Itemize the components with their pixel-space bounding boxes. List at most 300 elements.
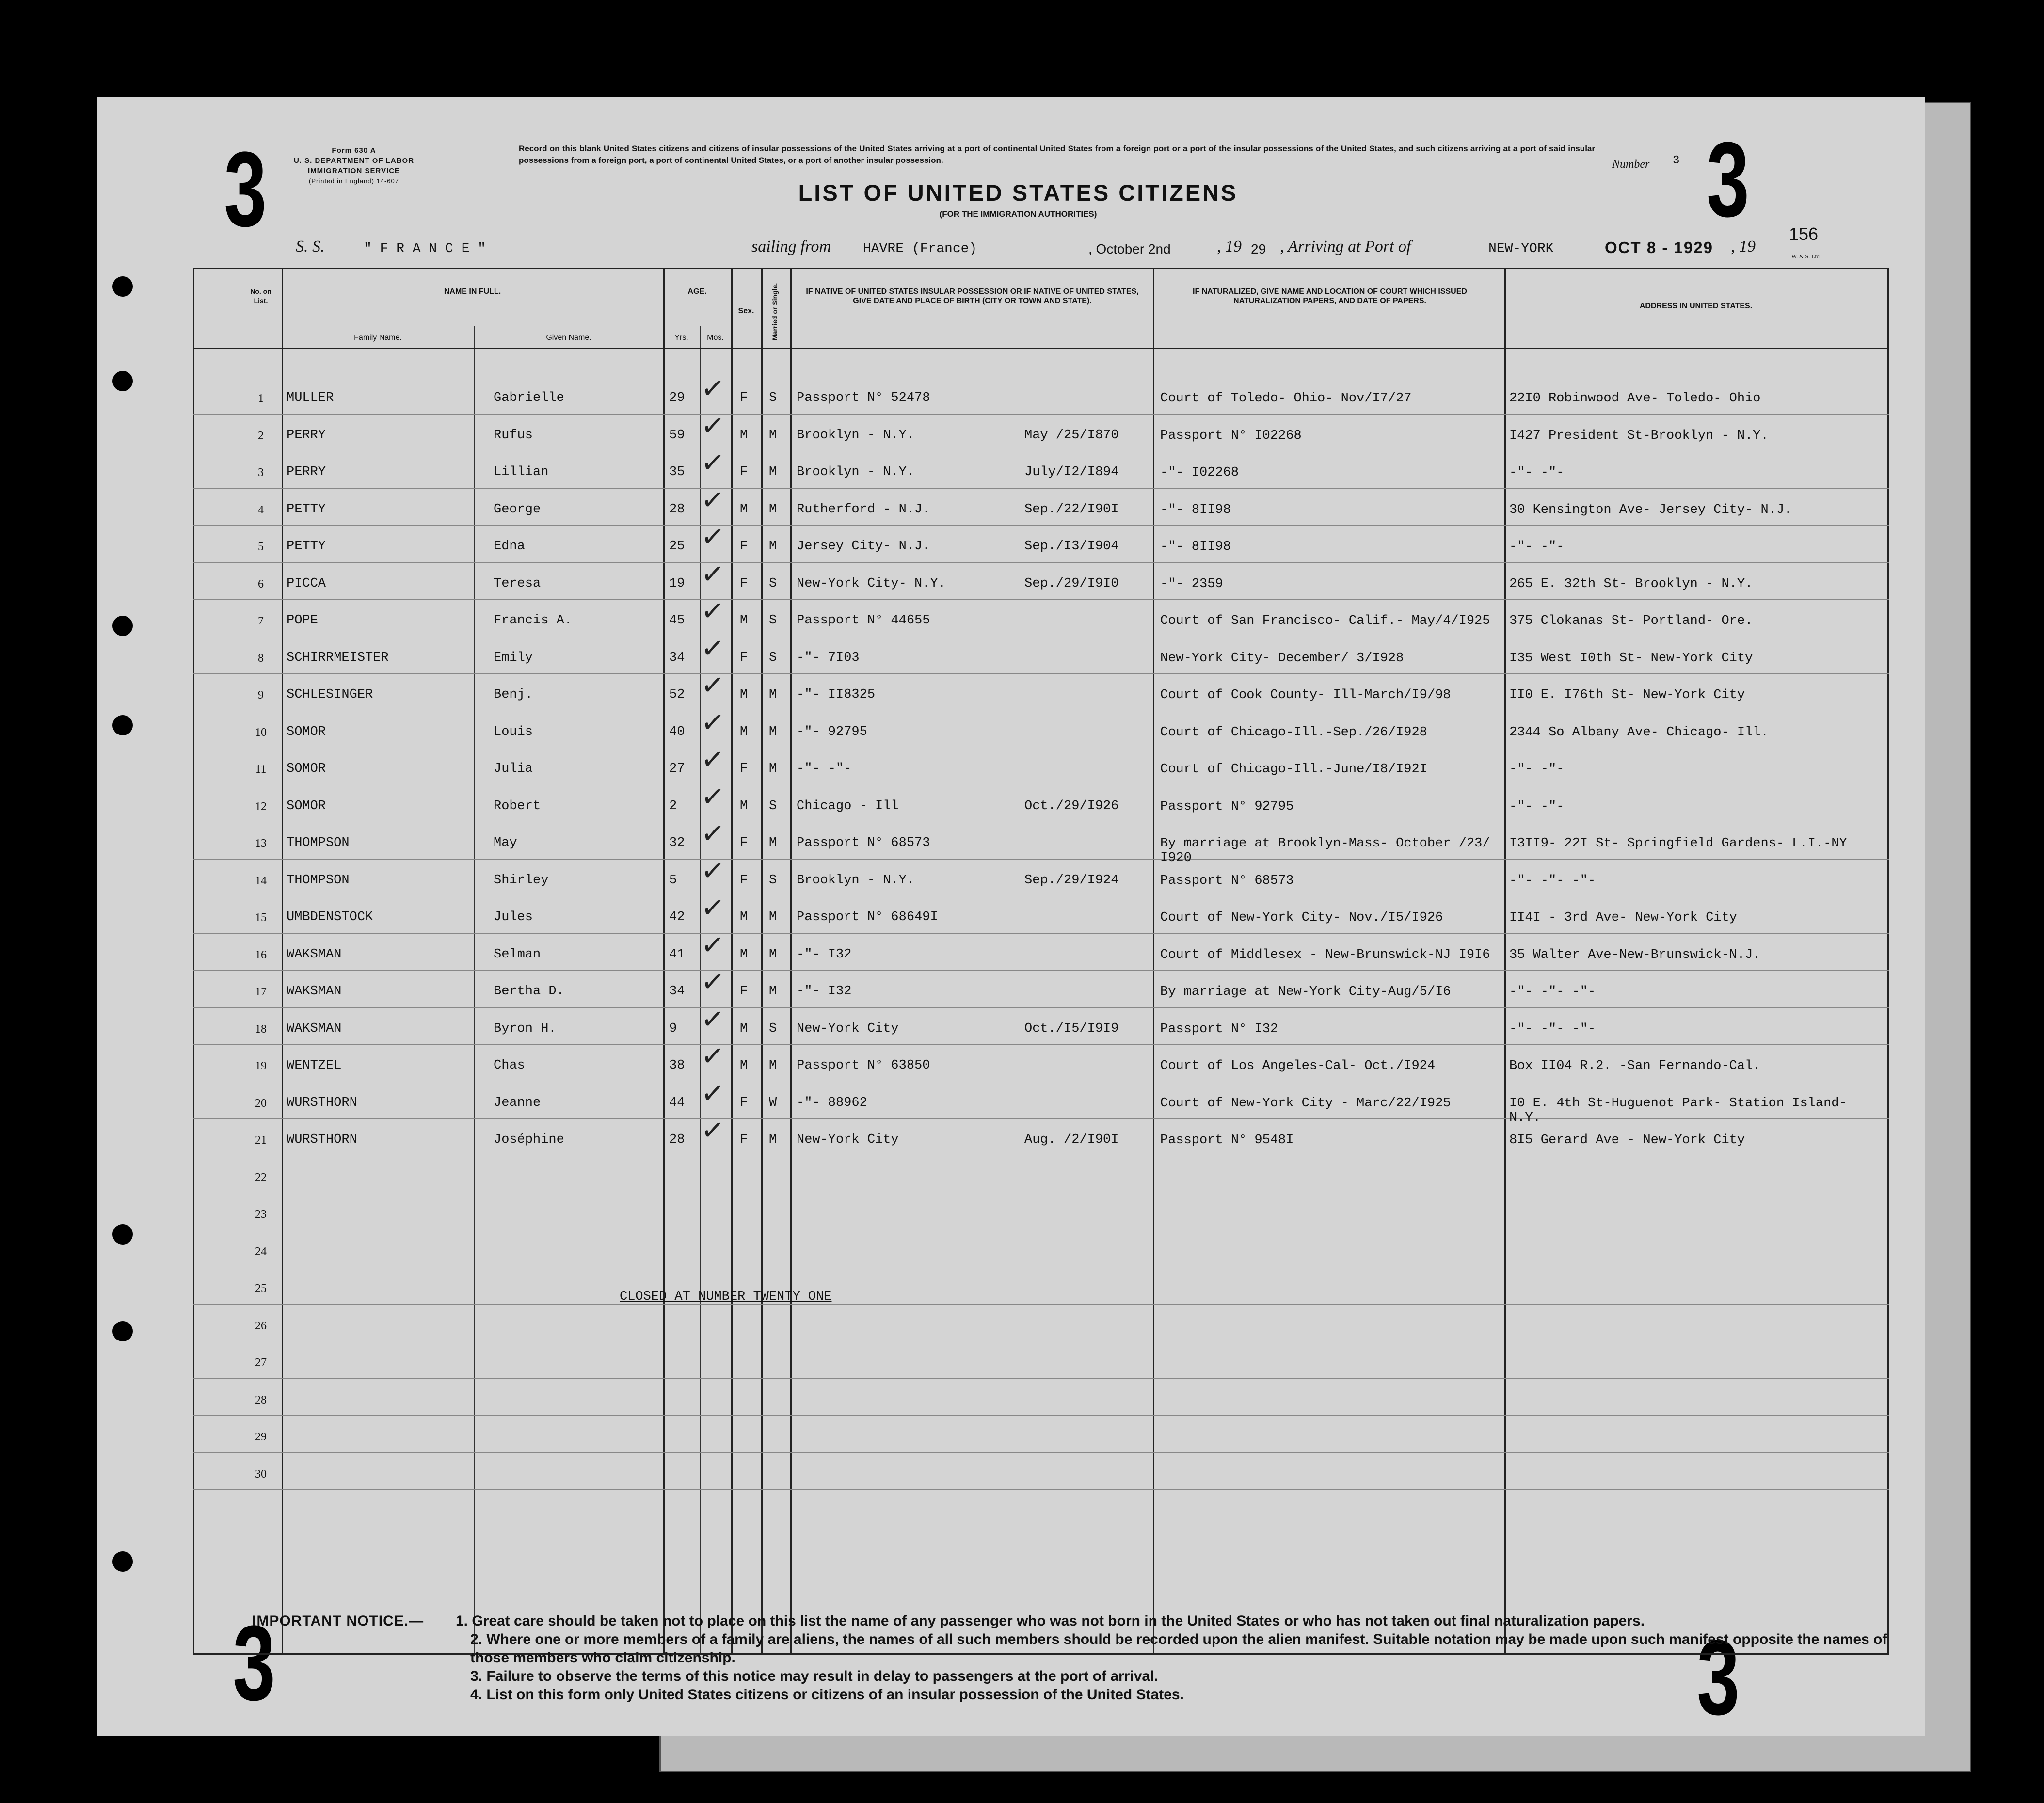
row-number: 5 — [258, 541, 264, 553]
sex: M — [740, 1058, 748, 1073]
arrival-date-stamp: OCT 8 - 1929 — [1605, 239, 1713, 256]
birth-place: Brooklyn - N.Y. — [797, 873, 915, 888]
birth-place: Passport N° 52478 — [797, 391, 930, 405]
marital-status: M — [769, 465, 777, 479]
marital-status: M — [769, 1058, 777, 1073]
marital-status: S — [769, 613, 777, 628]
row-number: 28 — [255, 1393, 267, 1406]
naturalization: Passport N° 92795 — [1160, 799, 1294, 814]
row-rule — [193, 1415, 1889, 1416]
row-rule — [193, 525, 1889, 526]
header-months: Mos. — [707, 334, 724, 342]
address: -"- -"- — [1509, 799, 1565, 814]
row-number: 3 — [258, 466, 264, 479]
table-top-rule — [193, 268, 1889, 269]
given-name: Francis A. — [494, 613, 573, 628]
marital-status: S — [769, 650, 777, 665]
sex: F — [740, 650, 748, 665]
naturalization: By marriage at New-York City-Aug/5/I6 — [1160, 985, 1451, 999]
family-name: PETTY — [287, 502, 326, 517]
row-number: 19 — [255, 1060, 267, 1072]
sex: F — [740, 539, 748, 554]
row-number: 29 — [255, 1431, 267, 1443]
address: 375 Clokanas St- Portland- Ore. — [1509, 614, 1753, 628]
family-name: PETTY — [287, 539, 326, 554]
row-number: 22 — [255, 1171, 267, 1184]
punch-hole — [112, 715, 133, 735]
marital-status: S — [769, 798, 777, 814]
birth-place: Jersey City- N.J. — [797, 539, 930, 554]
row-number: 25 — [255, 1282, 267, 1295]
row-number: 23 — [255, 1208, 267, 1221]
row-rule — [193, 1304, 1889, 1305]
given-name: Byron H. — [494, 1021, 557, 1036]
family-name: PICCA — [287, 576, 326, 591]
birth-place: New-York City- N.Y. — [797, 576, 946, 591]
given-name: Jules — [494, 910, 533, 925]
table-border — [193, 268, 194, 1654]
check-mark: ✓ — [699, 704, 727, 740]
sheet-mark-top-left: 3 — [224, 129, 267, 249]
notice-item-4: 4. List on this form only United States citizens or citizens of an insular possession of the United States. — [470, 1687, 1184, 1703]
given-name: Gabrielle — [494, 391, 564, 405]
row-number: 11 — [255, 763, 267, 776]
address: II4I - 3rd Ave- New-York City — [1509, 910, 1737, 925]
manifest-page — [97, 97, 1925, 1736]
age-years: 25 — [669, 539, 685, 554]
ss-label: S. S. — [296, 238, 325, 255]
birth-date: Sep./29/I9I0 — [1024, 576, 1119, 591]
check-mark: ✓ — [699, 630, 727, 666]
marital-status: M — [769, 910, 777, 925]
row-number: 9 — [258, 689, 264, 702]
sex: M — [740, 724, 748, 739]
service-name: IMMIGRATION SERVICE — [307, 167, 400, 175]
age-years: 29 — [669, 391, 685, 405]
departure-date: , October 2nd — [1088, 241, 1171, 256]
given-name: Bertha D. — [494, 984, 564, 999]
marital-status: M — [769, 502, 777, 517]
sex: M — [740, 687, 748, 702]
birth-date: Oct./29/I926 — [1024, 798, 1119, 814]
family-name: PERRY — [287, 465, 326, 479]
punch-hole — [112, 1551, 133, 1572]
row-number: 6 — [258, 577, 264, 590]
row-number: 21 — [255, 1134, 267, 1147]
row-number: 2 — [258, 429, 264, 442]
birth-date: Sep./I3/I904 — [1024, 539, 1119, 554]
row-rule — [193, 488, 1889, 489]
marital-status: M — [769, 947, 777, 962]
age-years: 38 — [669, 1058, 685, 1073]
number-value: 3 — [1673, 154, 1680, 167]
naturalization: Court of Chicago-Ill.-June/I8/I92I — [1160, 762, 1427, 777]
sex: M — [740, 910, 748, 925]
birth-place: -"- I32 — [797, 984, 852, 999]
family-name: SCHLESINGER — [287, 687, 373, 702]
address: II0 E. I76th St- New-York City — [1509, 688, 1745, 702]
naturalization: -"- 8II98 — [1160, 502, 1231, 517]
check-mark: ✓ — [699, 964, 727, 1000]
birth-place: -"- 88962 — [797, 1095, 867, 1110]
birth-place: Passport N° 63850 — [797, 1058, 930, 1073]
arrival-port: NEW-YORK — [1488, 241, 1554, 256]
row-number: 14 — [255, 874, 267, 887]
marital-status: W — [769, 1095, 777, 1110]
row-number: 26 — [255, 1319, 267, 1332]
punch-hole — [112, 371, 133, 391]
column-divider — [761, 268, 763, 1654]
check-mark: ✓ — [699, 1075, 727, 1111]
marital-status: S — [769, 391, 777, 405]
birth-place: New-York City — [797, 1133, 899, 1147]
row-rule — [193, 970, 1889, 971]
page-stamp: 156 — [1789, 224, 1819, 244]
header-given-name: Given Name. — [546, 334, 591, 342]
row-number: 27 — [255, 1356, 267, 1369]
header-address: ADDRESS IN UNITED STATES. — [1639, 302, 1753, 310]
voyage-line — [296, 238, 1847, 262]
naturalization: By marriage at Brooklyn-Mass- October /23/ I920 — [1160, 836, 1490, 865]
sex: F — [740, 391, 748, 405]
notice-item-3: 3. Failure to observe the terms of this notice may result in delay to passengers at the port of arrival. — [470, 1668, 1158, 1684]
row-number: 17 — [255, 986, 267, 998]
check-mark: ✓ — [699, 667, 727, 703]
age-years: 42 — [669, 910, 685, 925]
marital-status: S — [769, 576, 777, 591]
sex: M — [740, 613, 748, 628]
sex: F — [740, 873, 748, 888]
check-mark: ✓ — [699, 519, 727, 555]
given-name: Robert — [494, 798, 541, 814]
check-mark: ✓ — [699, 370, 727, 406]
sex: F — [740, 1095, 748, 1110]
address: -"- -"- — [1509, 465, 1565, 480]
age-years: 45 — [669, 613, 685, 628]
sex: M — [740, 1021, 748, 1036]
given-name: Teresa — [494, 576, 541, 591]
marital-status: M — [769, 984, 777, 999]
given-name: Shirley — [494, 873, 549, 888]
birth-place: Passport N° 68573 — [797, 836, 930, 850]
address: I0 E. 4th St-Huguenot Park- Station Island- N.Y. — [1509, 1096, 1847, 1125]
family-name: MULLER — [287, 391, 334, 405]
check-mark: ✓ — [699, 1112, 727, 1148]
naturalization: Court of San Francisco- Calif.- May/4/I925 — [1160, 614, 1490, 628]
address: -"- -"- — [1509, 540, 1565, 554]
given-name: May — [494, 836, 517, 850]
punch-hole — [112, 1224, 133, 1245]
naturalization: Passport N° I32 — [1160, 1021, 1278, 1037]
row-number: 7 — [258, 615, 264, 627]
birth-place: Chicago - Ill — [797, 798, 899, 814]
birth-place: -"- I32 — [797, 947, 852, 962]
sex: M — [740, 428, 748, 443]
address: 30 Kensington Ave- Jersey City- N.J. — [1509, 502, 1792, 517]
naturalization: Court of New-York City- Nov./I5/I926 — [1160, 910, 1443, 925]
sheet-mark-bottom-right: 3 — [1697, 1618, 1740, 1736]
naturalization: Court of Los Angeles-Cal- Oct./I924 — [1160, 1059, 1436, 1073]
check-mark: ✓ — [699, 815, 727, 851]
given-name: Benj. — [494, 687, 533, 702]
birth-place: -"- II8325 — [797, 687, 876, 702]
header-list-number: No. on List. — [250, 287, 271, 304]
row-number: 24 — [255, 1245, 267, 1258]
given-name: Selman — [494, 947, 541, 962]
row-rule — [193, 1007, 1889, 1008]
check-mark: ✓ — [699, 890, 727, 925]
form-metadata — [284, 145, 424, 186]
naturalization: Court of Middlesex - New-Brunswick-NJ I9I6 — [1160, 947, 1490, 962]
sailing-from-label: sailing from — [751, 238, 831, 255]
address: 8I5 Gerard Ave - New-York City — [1509, 1133, 1745, 1148]
departure-year: 29 — [1251, 241, 1266, 256]
naturalization: -"- 8II98 — [1160, 540, 1231, 554]
given-name: Jeanne — [494, 1095, 541, 1110]
given-name: Rufus — [494, 428, 533, 443]
header-years: Yrs. — [674, 334, 688, 342]
header-family-name: Family Name. — [354, 334, 402, 342]
row-number: 30 — [255, 1468, 267, 1481]
family-name: SCHIRRMEISTER — [287, 650, 389, 665]
row-rule — [193, 1044, 1889, 1045]
row-number: 16 — [255, 948, 267, 961]
notice-item-2: 2. Where one or more members of a family are aliens, the names of all such members should be recorded upon the alien manifest. Suitable notation may be made upon such manifest opposite the names of those members who claim citizenship. — [470, 1631, 1887, 1666]
check-mark: ✓ — [699, 1038, 727, 1074]
year-label-2: , 19 — [1731, 238, 1756, 255]
punch-hole — [112, 616, 133, 636]
form-title: LIST OF UNITED STATES CITIZENS — [798, 180, 1238, 206]
form-subtitle: (FOR THE IMMIGRATION AUTHORITIES) — [939, 209, 1097, 219]
sex: M — [740, 502, 748, 517]
column-divider — [663, 268, 665, 1654]
address: 2344 So Albany Ave- Chicago- Ill. — [1509, 725, 1769, 740]
address: I3II9- 22I St- Springfield Gardens- L.I.-NY — [1509, 836, 1847, 851]
check-mark: ✓ — [699, 593, 727, 629]
sheet-mark-top-right: 3 — [1707, 120, 1750, 239]
table-border — [1887, 268, 1889, 1654]
departure-port: HAVRE (France) — [863, 241, 977, 256]
family-name: SOMOR — [287, 798, 326, 814]
marital-status: M — [769, 762, 777, 776]
age-years: 5 — [669, 873, 677, 888]
birth-place: Passport N° 44655 — [797, 613, 930, 628]
family-name: THOMPSON — [287, 836, 350, 850]
age-years: 27 — [669, 762, 685, 776]
row-number: 12 — [255, 800, 267, 813]
family-name: POPE — [287, 613, 318, 628]
age-years: 44 — [669, 1095, 685, 1110]
naturalization: Court of Toledo- Ohio- Nov/I7/27 — [1160, 391, 1412, 406]
birth-place: Passport N° 68649I — [797, 910, 938, 925]
check-mark: ✓ — [699, 408, 727, 443]
check-mark: ✓ — [699, 1001, 727, 1037]
sheet-mark-bottom-left: 3 — [233, 1603, 276, 1723]
row-rule — [193, 1378, 1889, 1379]
age-years: 34 — [669, 650, 685, 665]
marital-status: M — [769, 539, 777, 554]
arriving-label: , Arriving at Port of — [1280, 238, 1411, 255]
age-years: 41 — [669, 947, 685, 962]
notice-item-1: 1. Great care should be taken not to place on this list the name of any passenger who was not born in the United States or who has not taken out final naturalization papers. — [456, 1613, 1645, 1629]
birth-date: July/I2/I894 — [1024, 465, 1119, 479]
row-number: 1 — [258, 392, 264, 405]
family-name: PERRY — [287, 428, 326, 443]
naturalization: Passport N° I02268 — [1160, 428, 1302, 443]
family-name: THOMPSON — [287, 873, 350, 888]
row-number: 20 — [255, 1097, 267, 1110]
naturalization: -"- 2359 — [1160, 576, 1223, 591]
marital-status: M — [769, 428, 777, 443]
birth-place: Rutherford - N.J. — [797, 502, 930, 517]
family-name: WAKSMAN — [287, 947, 342, 962]
marital-status: S — [769, 873, 777, 888]
age-years: 32 — [669, 836, 685, 850]
naturalization: Court of Chicago-Ill.-Sep./26/I928 — [1160, 725, 1427, 740]
closed-note: CLOSED AT NUMBER TWENTY ONE — [620, 1290, 832, 1304]
birth-date: Sep./29/I924 — [1024, 873, 1119, 888]
header-name-in-full: NAME IN FULL. — [444, 287, 501, 296]
birth-place: Brooklyn - N.Y. — [797, 428, 915, 443]
family-name: WURSTHORN — [287, 1133, 357, 1147]
printing-note: (Printed in England) 14-607 — [309, 177, 399, 185]
sex: F — [740, 984, 748, 999]
naturalization: Passport N° 9548I — [1160, 1133, 1294, 1148]
column-divider — [1504, 268, 1506, 1654]
family-name: WURSTHORN — [287, 1095, 357, 1110]
address: 22I0 Robinwood Ave- Toledo- Ohio — [1509, 391, 1761, 406]
header-sex: Sex. — [738, 307, 754, 315]
address: -"- -"- — [1509, 762, 1565, 777]
row-number: 15 — [255, 911, 267, 924]
given-name: Emily — [494, 650, 533, 665]
naturalization: New-York City- December/ 3/I928 — [1160, 651, 1404, 666]
printer-mark: W. & S. Ltd. — [1791, 253, 1821, 260]
row-number: 13 — [255, 837, 267, 850]
row-rule — [193, 1452, 1889, 1453]
punch-hole — [112, 276, 133, 297]
marital-status: M — [769, 836, 777, 850]
marital-status: M — [769, 1133, 777, 1147]
birth-place: -"- 92795 — [797, 724, 867, 739]
row-rule — [193, 599, 1889, 600]
address: -"- -"- -"- — [1509, 1021, 1596, 1037]
age-years: 59 — [669, 428, 685, 443]
record-instructions: Record on this blank United States citizens and citizens of insular possessions of the United States arriving at a port of continental United States from a foreign port or a port of the insular possessions of the United States, and such citizens arriving at a port of said insular possessions from a foreign port, a port of continental United States, or a port of another insular possession. — [519, 144, 1595, 165]
sex: F — [740, 465, 748, 479]
header-married-single: Married or Single. — [771, 283, 779, 340]
ship-name: " F R A N C E " — [364, 241, 486, 256]
row-rule — [193, 673, 1889, 674]
age-years: 28 — [669, 502, 685, 517]
column-divider — [1153, 268, 1154, 1654]
age-years: 2 — [669, 798, 677, 814]
given-name: Joséphine — [494, 1133, 564, 1147]
header-native-birth: IF NATIVE OF UNITED STATES INSULAR POSSESSION OR IF NATIVE OF UNITED STATES, GIVE DATE AND PLACE OF BIRTH (CITY OR TOWN AND STATE). — [806, 287, 1139, 305]
column-divider — [282, 268, 283, 1654]
sex: M — [740, 798, 748, 814]
passenger-table — [193, 268, 1889, 1654]
sex: F — [740, 1133, 748, 1147]
family-name: SOMOR — [287, 724, 326, 739]
birth-date: Oct./I5/I9I9 — [1024, 1021, 1119, 1036]
row-rule — [193, 1489, 1889, 1490]
age-years: 40 — [669, 724, 685, 739]
birth-date: Aug. /2/I90I — [1024, 1133, 1119, 1147]
age-years: 9 — [669, 1021, 677, 1036]
sex: F — [740, 576, 748, 591]
row-number: 8 — [258, 652, 264, 665]
given-name: Julia — [494, 762, 533, 776]
check-mark: ✓ — [699, 445, 727, 480]
birth-place: Brooklyn - N.Y. — [797, 465, 915, 479]
marital-status: M — [769, 687, 777, 702]
form-number: Form 630 A — [332, 146, 376, 155]
naturalization: Court of New-York City - Marc/22/I925 — [1160, 1096, 1451, 1111]
header-age: AGE. — [687, 287, 707, 296]
sex: F — [740, 836, 748, 850]
birth-date: Sep./22/I90I — [1024, 502, 1119, 517]
given-name: Chas — [494, 1058, 525, 1073]
check-mark: ✓ — [699, 779, 727, 814]
check-mark: ✓ — [699, 556, 727, 591]
naturalization: Court of Cook County- Ill-March/I9/98 — [1160, 688, 1451, 702]
sex: M — [740, 947, 748, 962]
year-label: , 19 — [1217, 238, 1242, 255]
row-number: 18 — [255, 1022, 267, 1036]
given-name: George — [494, 502, 541, 517]
marital-status: S — [769, 1021, 777, 1036]
column-divider — [731, 268, 733, 1654]
age-years: 28 — [669, 1133, 685, 1147]
address: I427 President St-Brooklyn - N.Y. — [1509, 428, 1769, 443]
address: -"- -"- -"- — [1509, 985, 1596, 999]
address: -"- -"- -"- — [1509, 873, 1596, 888]
marital-status: M — [769, 724, 777, 739]
row-rule — [193, 933, 1889, 934]
birth-date: May /25/I870 — [1024, 428, 1119, 443]
birth-place: New-York City — [797, 1021, 899, 1036]
number-label: Number — [1612, 158, 1650, 171]
given-name: Lillian — [494, 465, 549, 479]
address: Box II04 R.2. -San Fernando-Cal. — [1509, 1059, 1761, 1073]
address: I35 West I0th St- New-York City — [1509, 651, 1753, 666]
birth-place: -"- 7I03 — [797, 650, 860, 665]
row-number: 10 — [255, 726, 267, 739]
given-name: Louis — [494, 724, 533, 739]
header-bottom-rule — [193, 348, 1889, 349]
notice-heading: IMPORTANT NOTICE.— — [252, 1613, 424, 1629]
address: 265 E. 32th St- Brooklyn - N.Y. — [1509, 576, 1753, 591]
given-name: Edna — [494, 539, 525, 554]
row-rule — [193, 414, 1889, 415]
check-mark: ✓ — [699, 927, 727, 962]
naturalization: -"- I02268 — [1160, 465, 1239, 480]
row-rule — [193, 562, 1889, 563]
family-name: WAKSMAN — [287, 984, 342, 999]
sex: F — [740, 762, 748, 776]
naturalization: Passport N° 68573 — [1160, 873, 1294, 888]
family-name: SOMOR — [287, 762, 326, 776]
family-name: UMBDENSTOCK — [287, 910, 373, 925]
column-divider — [790, 268, 792, 1654]
age-years: 34 — [669, 984, 685, 999]
family-name: WAKSMAN — [287, 1021, 342, 1036]
family-name: WENTZEL — [287, 1058, 342, 1073]
department-name: U. S. DEPARTMENT OF LABOR — [293, 157, 415, 165]
check-mark: ✓ — [699, 853, 727, 888]
punch-hole — [112, 1321, 133, 1341]
